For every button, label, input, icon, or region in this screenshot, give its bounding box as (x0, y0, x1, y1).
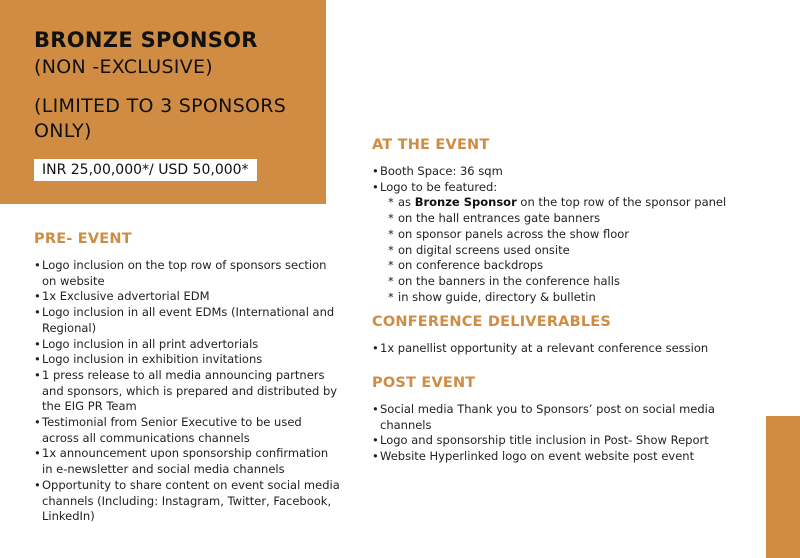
list-item: • Booth Space: 36 sqm (372, 164, 752, 180)
sponsor-header-panel (0, 0, 326, 204)
conference-list (372, 341, 752, 357)
sponsor-subtitle: (NON -EXCLUSIVE) (34, 56, 214, 78)
list-item: * on digital screens used onsite (380, 243, 752, 259)
list-item: * on the banners in the conference halls (380, 274, 752, 290)
bronze-sponsor-emphasis: Bronze Sponsor (414, 195, 517, 210)
list-item: • Logo and sponsorship title inclusion in Post- Show Report (372, 433, 717, 449)
pre-event-list (34, 258, 340, 525)
list-item: • Website Hyperlinked logo on event website post event (372, 449, 717, 465)
list-item: * on the hall entrances gate banners (380, 211, 752, 227)
list-item: * in show guide, directory & bulletin (380, 290, 752, 306)
list-item: • Logo inclusion in exhibition invitations (34, 352, 340, 368)
list-item: • 1x Exclusive advertorial EDM (34, 289, 340, 305)
at-event-list (372, 164, 752, 305)
list-item: * on conference backdrops (380, 258, 752, 274)
list-item: • Logo inclusion in all print advertorials (34, 337, 340, 353)
pre-event-heading: PRE- EVENT (34, 231, 132, 247)
conference-heading: CONFERENCE DELIVERABLES (372, 314, 612, 330)
list-item: * on sponsor panels across the show floor (380, 227, 752, 243)
logo-placement-list (380, 195, 752, 305)
list-item: • Logo inclusion on the top row of sponsors section on website (34, 258, 340, 289)
list-item: • Testimonial from Senior Executive to be used across all communications channels (34, 415, 340, 446)
at-event-heading: AT THE EVENT (372, 137, 490, 153)
list-item: * as Bronze Sponsor on the top row of the sponsor panel (380, 195, 752, 211)
list-item: • Opportunity to share content on event social media channels (Including: Instagram, Twitter, Facebook, LinkedIn) (34, 478, 340, 525)
list-item (372, 180, 752, 306)
price-badge: INR 25,00,000*/ USD 50,000* (34, 159, 257, 181)
list-item: • 1x panellist opportunity at a relevant conference session (372, 341, 752, 357)
list-item: • 1x announcement upon sponsorship confirmation in e-newsletter and social media channels (34, 446, 340, 477)
list-item: • Logo inclusion in all event EDMs (International and Regional) (34, 305, 340, 336)
list-item: • Social media Thank you to Sponsors’ post on social media channels (372, 402, 717, 433)
post-event-heading: POST EVENT (372, 375, 476, 391)
list-item: • 1 press release to all media announcing partners and sponsors, which is prepared and distributed by the EIG PR Team (34, 368, 340, 415)
accent-bar (766, 416, 800, 558)
post-event-list (372, 402, 717, 465)
logo-featured-label: Logo to be featured: (380, 179, 498, 194)
sponsor-title: BRONZE SPONSOR (34, 28, 258, 52)
sponsor-limit-note: (LIMITED TO 3 SPONSORS ONLY) (34, 95, 287, 142)
